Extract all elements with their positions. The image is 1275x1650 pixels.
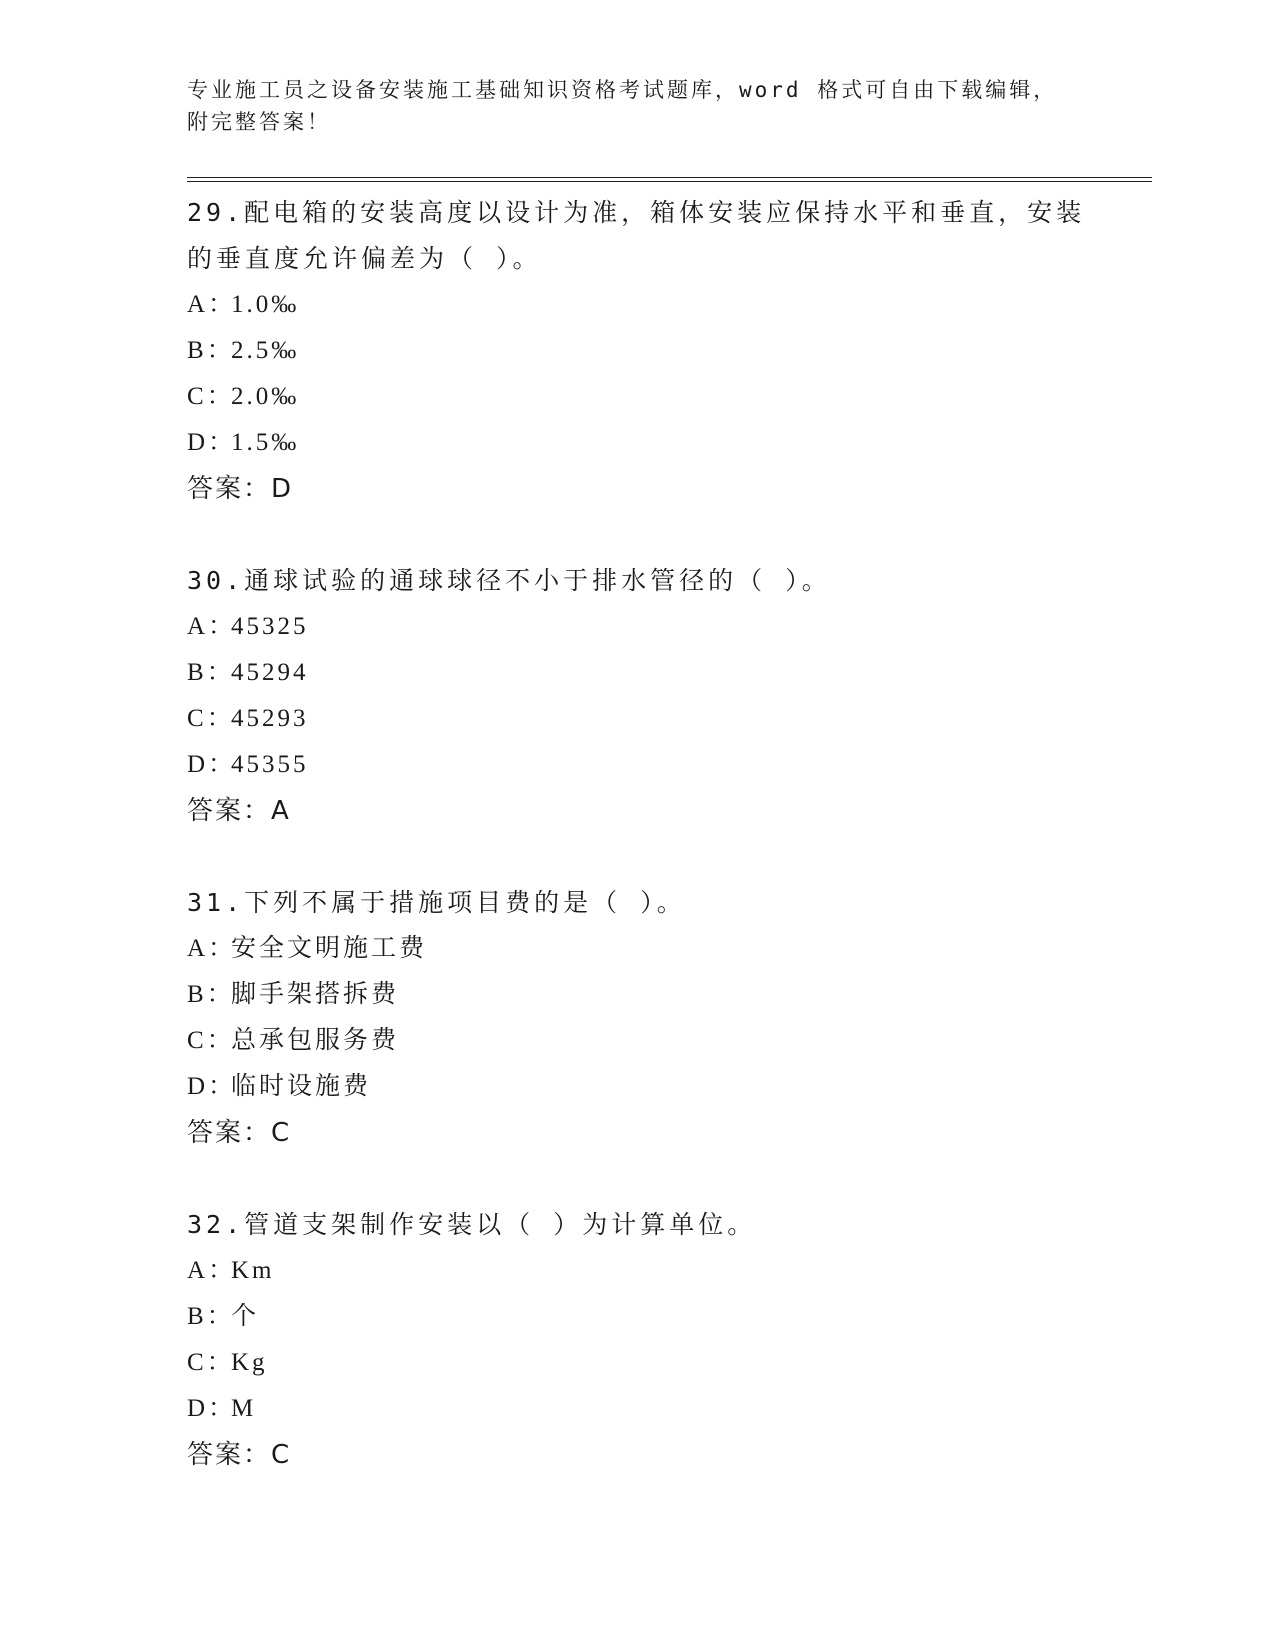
option-text: 总承包服务费 [231,1027,400,1054]
answer-line: 答案：D [187,474,294,504]
option-key: D： [187,751,237,778]
question-block [187,190,1087,558]
option-key: B： [187,981,235,1008]
document-header [187,74,1087,138]
option-row [187,374,1087,420]
option-key: C： [187,1349,235,1376]
question-list [187,190,1087,1478]
question-stem-line: 的垂直度允许偏差为（ ）。 [187,244,542,273]
option-text: 45293 [231,705,309,732]
option-row [187,926,1087,972]
option-text: 个 [231,1303,260,1330]
option-row [187,604,1087,650]
option-text: 2.0‰ [231,383,300,410]
option-row [187,1018,1087,1064]
option-row [187,420,1087,466]
option-text: 2.5‰ [231,337,300,364]
option-key: C： [187,705,235,732]
option-key: C： [187,383,235,410]
option-row [187,1294,1087,1340]
option-row [187,282,1087,328]
header-divider [187,177,1152,182]
header-line-1: 专业施工员之设备安装施工基础知识资格考试题库，word 格式可自由下载编辑， [187,78,1058,102]
question-block [187,880,1087,1202]
option-key: C： [187,1027,235,1054]
option-key: B： [187,337,235,364]
question-spacer [187,512,1087,558]
option-key: A： [187,1257,237,1284]
option-row [187,1248,1087,1294]
option-text: 45355 [231,751,309,778]
option-text: 1.0‰ [231,291,300,318]
option-text: 脚手架搭拆费 [231,981,400,1008]
question-block [187,558,1087,880]
question-stem-line: 30.通球试验的通球球径不小于排水管径的（ ）。 [187,566,831,595]
option-text: M [231,1395,257,1422]
answer-line: 答案：A [187,796,291,826]
option-row [187,1064,1087,1110]
answer-line: 答案：C [187,1440,292,1470]
option-text: Kg [231,1349,268,1376]
option-row [187,696,1087,742]
option-key: D： [187,1395,237,1422]
option-text: 安全文明施工费 [231,935,428,962]
question-stem-line: 31.下列不属于措施项目费的是（ ）。 [187,888,686,917]
option-row [187,1340,1087,1386]
option-row [187,1386,1087,1432]
option-key: A： [187,291,237,318]
option-text: Km [231,1257,275,1284]
option-row [187,328,1087,374]
option-key: B： [187,659,235,686]
question-spacer [187,1156,1087,1202]
option-key: D： [187,429,237,456]
header-line-2: 附完整答案！ [187,110,331,134]
option-text: 1.5‰ [231,429,300,456]
question-spacer [187,834,1087,880]
option-text: 45325 [231,613,309,640]
option-text: 临时设施费 [231,1073,372,1100]
option-key: B： [187,1303,235,1330]
option-key: A： [187,613,237,640]
option-row [187,650,1087,696]
option-key: D： [187,1073,237,1100]
question-block [187,1202,1087,1478]
question-stem-line: 32.管道支架制作安装以（ ）为计算单位。 [187,1210,757,1239]
option-row [187,972,1087,1018]
option-row [187,742,1087,788]
answer-line: 答案：C [187,1118,292,1148]
question-stem-line: 29.配电箱的安装高度以设计为准，箱体安装应保持水平和垂直，安装 [187,198,1086,227]
option-key: A： [187,935,237,962]
option-text: 45294 [231,659,309,686]
